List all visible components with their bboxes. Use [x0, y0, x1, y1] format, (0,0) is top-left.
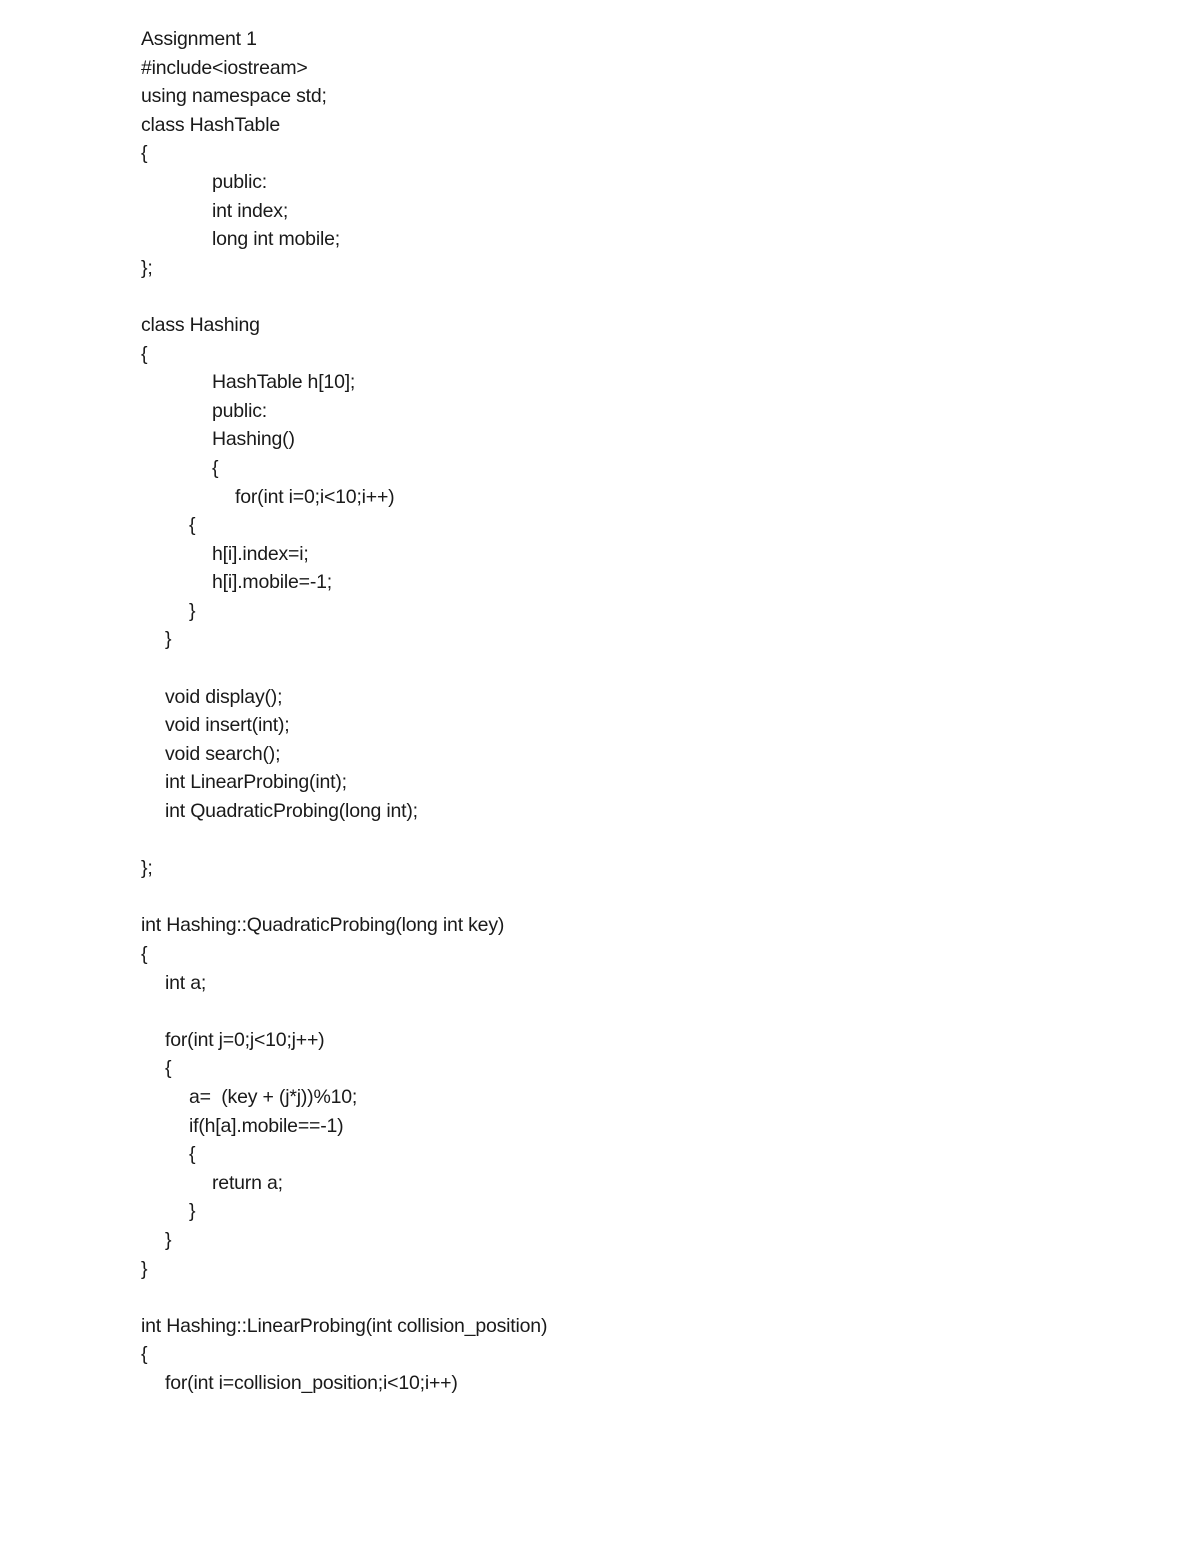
code-line: } [165, 1228, 172, 1251]
code-line: HashTable h[10]; [212, 371, 356, 394]
code-line: } [189, 1200, 196, 1223]
code-line: int Hashing::LinearProbing(int collision_position) [141, 1314, 548, 1337]
code-line: int LinearProbing(int); [165, 771, 347, 794]
code-line: if(h[a].mobile==-1) [189, 1114, 344, 1137]
code-line: int QuadraticProbing(long int); [165, 800, 418, 823]
code-line: for(int j=0;j<10;j++) [165, 1028, 325, 1051]
code-line: } [189, 599, 196, 622]
code-line: { [165, 1057, 172, 1080]
code-line: { [141, 1343, 148, 1366]
code-line: a= (key + (j*j))%10; [189, 1085, 358, 1108]
blank-line [141, 997, 547, 1026]
code-line: }; [141, 857, 153, 880]
code-line: h[i].mobile=-1; [212, 571, 333, 594]
code-line: class HashTable [141, 113, 280, 136]
code-line: #include<iostream> [141, 56, 308, 79]
code-line: { [189, 514, 196, 537]
code-line: for(int i=collision_position;i<10;i++) [165, 1371, 458, 1394]
code-line: class Hashing [141, 313, 260, 336]
code-line: { [141, 943, 148, 965]
code-listing [141, 25, 547, 1398]
code-line: long int mobile; [212, 228, 340, 251]
code-line: h[i].index=i; [212, 542, 309, 565]
code-line: int a; [165, 971, 207, 994]
code-line: Hashing() [212, 428, 295, 451]
code-line: Assignment 1 [141, 28, 257, 50]
code-line: int index; [212, 199, 289, 222]
code-line: } [141, 1257, 148, 1280]
code-line: { [141, 142, 148, 165]
blank-line [141, 1283, 547, 1312]
code-line: { [189, 1143, 196, 1166]
code-line: { [141, 342, 148, 365]
code-line: public: [212, 399, 267, 422]
code-line: using namespace std; [141, 85, 327, 108]
blank-line [141, 282, 547, 311]
code-line: }; [141, 256, 153, 279]
code-line: void insert(int); [165, 714, 290, 737]
blank-line [141, 826, 547, 855]
code-line: public: [212, 170, 267, 193]
code-line: } [165, 628, 172, 651]
blank-line [141, 883, 547, 912]
code-line: return a; [212, 1171, 283, 1194]
code-line: void display(); [165, 685, 283, 708]
blank-line [141, 654, 547, 683]
code-line: int Hashing::QuadraticProbing(long int key) [141, 914, 505, 937]
code-line: void search(); [165, 742, 281, 765]
code-line: for(int i=0;i<10;i++) [235, 485, 395, 508]
code-line: { [212, 456, 219, 479]
